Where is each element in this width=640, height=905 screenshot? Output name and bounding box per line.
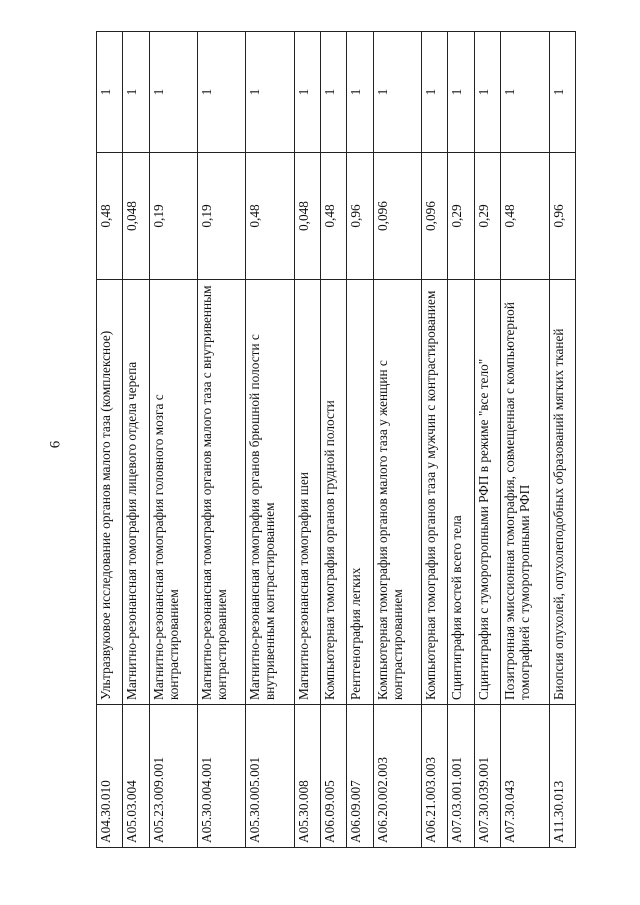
service-code-cell: A06.09.007 — [347, 705, 373, 848]
table-row — [422, 32, 448, 848]
multiplicity-cell: 1 — [474, 32, 500, 153]
frequency-cell: 0,19 — [149, 153, 197, 280]
frequency-cell: 0,48 — [97, 153, 123, 280]
frequency-cell: 0,096 — [373, 153, 421, 280]
multiplicity-cell: 1 — [294, 32, 320, 153]
table-row — [246, 32, 294, 848]
service-name-cell: Сцинтиграфия костей всего тела — [448, 280, 474, 705]
service-name-cell: Компьютерная томография органов таза у мужчин с контрастированием — [422, 280, 448, 705]
service-code-cell: A07.03.001.001 — [448, 705, 474, 848]
service-name-cell: Биопсия опухолей, опухолеподобных образований мягких тканей — [549, 280, 575, 705]
service-code-cell: A07.30.039.001 — [474, 705, 500, 848]
frequency-cell: 0,19 — [198, 153, 246, 280]
multiplicity-cell: 1 — [347, 32, 373, 153]
multiplicity-cell: 1 — [549, 32, 575, 153]
service-code-cell: A06.20.002.003 — [373, 705, 421, 848]
service-name-cell: Магнитно-резонансная томография шеи — [294, 280, 320, 705]
rotated-table-container — [96, 68, 576, 848]
multiplicity-cell: 1 — [149, 32, 197, 153]
table-row — [347, 32, 373, 848]
frequency-cell: 0,048 — [123, 153, 149, 280]
multiplicity-cell: 1 — [246, 32, 294, 153]
frequency-cell: 0,48 — [501, 153, 549, 280]
service-code-cell: A05.30.004.001 — [198, 705, 246, 848]
frequency-cell: 0,29 — [474, 153, 500, 280]
table-row — [448, 32, 474, 848]
service-code-cell: A05.03.004 — [123, 705, 149, 848]
page-number: 6 — [47, 440, 64, 449]
table-row — [294, 32, 320, 848]
table-row — [501, 32, 549, 848]
table-row — [474, 32, 500, 848]
service-name-cell: Компьютерная томография органов грудной полости — [321, 280, 347, 705]
service-name-cell: Магнитно-резонансная томография органов малого таза с внутривенным контрастированием — [198, 280, 246, 705]
table-row — [198, 32, 246, 848]
service-code-cell: A11.30.013 — [549, 705, 575, 848]
service-name-cell: Сцинтиграфия с туморотропными РФП в режиме "все тело" — [474, 280, 500, 705]
service-code-cell: A05.23.009.001 — [149, 705, 197, 848]
frequency-cell: 0,096 — [422, 153, 448, 280]
table-row — [97, 32, 123, 848]
multiplicity-cell: 1 — [321, 32, 347, 153]
service-name-cell: Магнитно-резонансная томография головного мозга с контрастированием — [149, 280, 197, 705]
table-row — [373, 32, 421, 848]
service-name-cell: Рентгенография легких — [347, 280, 373, 705]
frequency-cell: 0,48 — [321, 153, 347, 280]
table-row — [549, 32, 575, 848]
service-code-cell: A07.30.043 — [501, 705, 549, 848]
service-name-cell: Магнитно-резонансная томография лицевого отдела черепа — [123, 280, 149, 705]
table-row — [321, 32, 347, 848]
multiplicity-cell: 1 — [97, 32, 123, 153]
frequency-cell: 0,96 — [549, 153, 575, 280]
multiplicity-cell: 1 — [422, 32, 448, 153]
service-code-cell: A05.30.008 — [294, 705, 320, 848]
frequency-cell: 0,48 — [246, 153, 294, 280]
service-code-cell: A06.21.003.003 — [422, 705, 448, 848]
multiplicity-cell: 1 — [448, 32, 474, 153]
service-code-cell: A04.30.010 — [97, 705, 123, 848]
service-name-cell: Позитронная эмиссионная томография, совмещенная с компьютерной томографией с туморотропными РФП — [501, 280, 549, 705]
frequency-cell: 0,048 — [294, 153, 320, 280]
frequency-cell: 0,29 — [448, 153, 474, 280]
service-name-cell: Магнитно-резонансная томография органов брюшной полости с внутривенным контрастированием — [246, 280, 294, 705]
multiplicity-cell: 1 — [198, 32, 246, 153]
service-code-cell: A05.30.005.001 — [246, 705, 294, 848]
multiplicity-cell: 1 — [123, 32, 149, 153]
service-name-cell: Ультразвуковое исследование органов малого таза (комплексное) — [97, 280, 123, 705]
service-code-cell: A06.09.005 — [321, 705, 347, 848]
multiplicity-cell: 1 — [501, 32, 549, 153]
table-row — [123, 32, 149, 848]
service-name-cell: Компьютерная томография органов малого таза у женщин с контрастированием — [373, 280, 421, 705]
table-row — [149, 32, 197, 848]
services-table-body — [97, 32, 576, 848]
frequency-cell: 0,96 — [347, 153, 373, 280]
multiplicity-cell: 1 — [373, 32, 421, 153]
services-table — [96, 31, 576, 848]
